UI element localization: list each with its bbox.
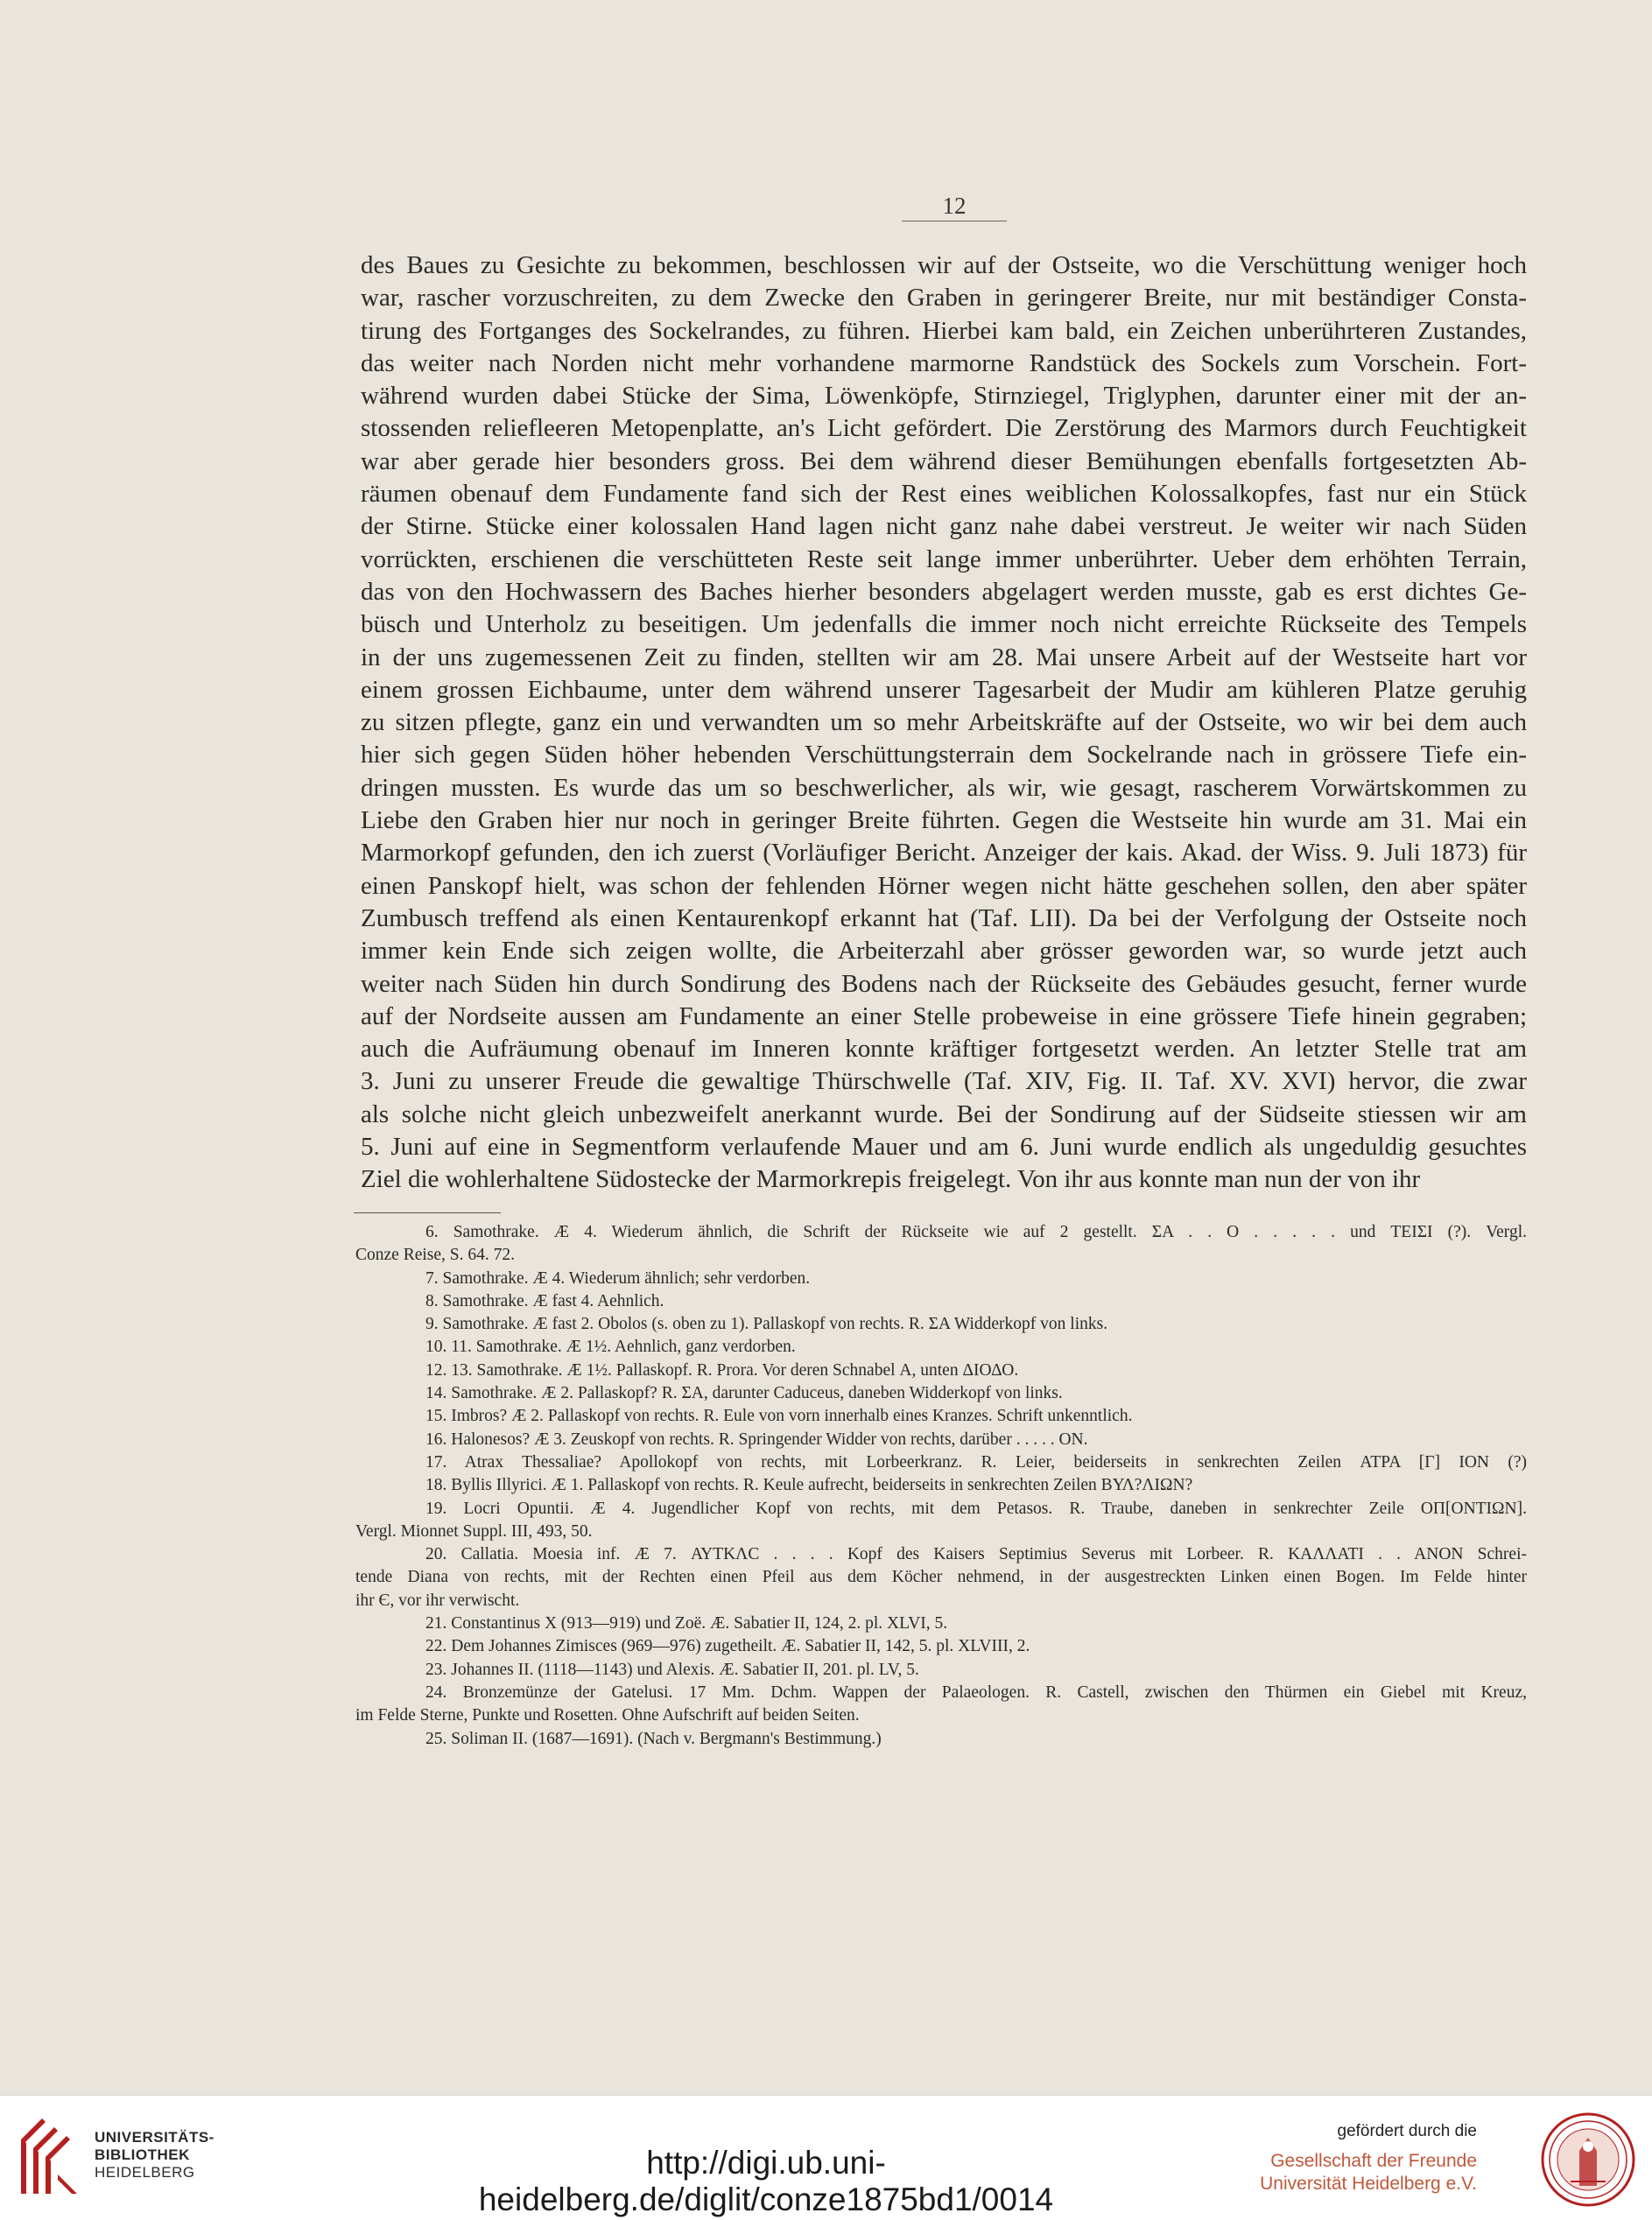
body-line: als solche nicht gleich unbezweifelt anerkannt wurde. Bei der Sondirung auf der Südseite stiessen wir am (361, 1099, 1527, 1128)
sponsor-block (1260, 2122, 1477, 2195)
body-line: 3. Juni zu unserer Freude die gewaltige Thürschwelle (Taf. XIV, Fig. II. Taf. XV. XVI) hervor, die zwar (361, 1067, 1527, 1096)
body-line: dringen mussten. Es wurde das um so beschwerlicher, als wir, wie gesagt, rascherem Vorwärtskommen zu (361, 773, 1527, 802)
footnote-line: 23. Johannes II. (1118—1143) und Alexis. Æ. Sabatier II, 201. pl. LV, 5. (425, 1660, 919, 1679)
footnote-line: 15. Imbros? Æ 2. Pallaskopf von rechts. R. Eule von vorn innerhalb eines Kranzes. Schrift unkenntlich. (425, 1407, 1133, 1426)
body-line: der Stirne. Stücke einer kolossalen Hand lagen nicht ganz nahe dabei verstreut. Je weiter wir nach Süden (361, 512, 1527, 541)
permalink-url[interactable]: http://digi.ub.uni-heidelberg.de/diglit/conze1875bd1/0014 (478, 2145, 1054, 2217)
body-line: Liebe den Graben hier nur noch in geringer Breite führten. Gegen die Westseite hin wurde am 31. Mai ein (361, 806, 1527, 835)
body-line: hier sich gegen Süden höher hebenden Verschüttungsterrain dem Sockelrande nach in grössere Tiefe ein- (361, 741, 1527, 769)
body-line: des Baues zu Gesichte zu bekommen, beschlossen wir auf der Ostseite, wo die Verschüttung weniger hoch (361, 251, 1527, 279)
body-line: zu sitzen pflegte, ganz ein und verwandten um so mehr Arbeitskräfte auf der Ostseite, wo wir bei dem auch (361, 708, 1527, 737)
footnote-line: Vergl. Mionnet Suppl. III, 493, 50. (355, 1521, 593, 1541)
body-line: auf der Nordseite aussen am Fundamente an einer Stelle probeweise in eine grössere Tiefe hinein gegraben; (361, 1001, 1527, 1030)
body-line: büsch und Unterholz zu beseitigen. Um jedenfalls die immer noch nicht erreichte Rückseite des Tempels (361, 610, 1527, 639)
library-name-line-1: UNIVERSITÄTS- (95, 2129, 214, 2146)
page-number: 12 (942, 193, 967, 219)
body-line: weiter nach Süden hin durch Sondirung des Bodens nach der Rückseite des Gebäudes gesucht, ferner wurde (361, 969, 1527, 998)
body-line: das von den Hochwassern des Baches hierher besonders abgelagert werden musste, gab es erst dichtes Ge- (361, 577, 1527, 606)
footnote-line: 8. Samothrake. Æ fast 4. Aehnlich. (425, 1291, 664, 1310)
footnote-line: im Felde Sterne, Punkte und Rosetten. Ohne Aufschrift auf beiden Seiten. (355, 1706, 860, 1725)
body-line: Zumbusch treffend als einen Kentaurenkopf erkannt hat (Taf. LII). Da bei der Verfolgung der Ostseite noch (361, 903, 1527, 932)
digitization-footer (0, 2095, 1652, 2220)
footnote-line: ihr Є, vor ihr verwischt. (355, 1591, 520, 1610)
library-name-line-2: BIBLIOTHEK (95, 2146, 190, 2163)
body-line: das weiter nach Norden nicht mehr vorhandene marmorne Randstück des Sockels zum Vorschein. Fort- (361, 348, 1527, 377)
body-line: tirung des Fortganges des Sockelrandes, zu führen. Hierbei kam bald, ein Zeichen unberührteren Zustandes, (361, 316, 1527, 345)
footnote-line: 21. Constantinus X (913—919) und Zoë. Æ. Sabatier II, 124, 2. pl. XLVI, 5. (425, 1614, 948, 1633)
library-name (95, 2129, 214, 2181)
body-line: räumen obenauf dem Fundamente fand sich der Rest eines weiblichen Kolossalkopfes, fast nur ein Stück (361, 480, 1527, 509)
footnote-line: 7. Samothrake. Æ 4. Wiederum ähnlich; sehr verdorben. (425, 1268, 811, 1288)
body-line: einem grossen Eichbaume, unter dem während unserer Tagesarbeit der Mudir am kühleren Platze geruhig (361, 675, 1527, 704)
body-line: 5. Juni auf eine in Segmentform verlaufende Mauer und am 6. Juni wurde endlich als ungeduldig gesuchtes (361, 1133, 1527, 1162)
footnote-line: Conze Reise, S. 64. 72. (355, 1246, 515, 1265)
footnote-line: 24. Bronzemünze der Gatelusi. 17 Mm. Dchm. Wappen der Palaeologen. R. Castell, zwischen den Thürmen ein Giebel mit Kreuz, (425, 1683, 1527, 1702)
footnote-line: tende Diana von rechts, mit der Rechten einen Pfeil aus dem Köcher nehmend, in der ausgestreckten Linken einen Bogen. Im Felde hinter (355, 1568, 1527, 1587)
body-line: immer kein Ende sich zeigen wollte, die Arbeiterzahl aber grösser geworden war, so wurde jetzt auch (361, 937, 1527, 966)
body-line: war aber gerade hier besonders gross. Bei dem während dieser Bemühungen ebenfalls fortgesetzten Ab- (361, 446, 1527, 475)
body-line: Marmorkopf gefunden, den ich zuerst (Vorläufiger Bericht. Anzeiger der kais. Akad. der Wiss. 9. Juli 1873) für (361, 839, 1527, 868)
footnote-line: 6. Samothrake. Æ 4. Wiederum ähnlich, die Schrift der Rückseite wie auf 2 gestellt. ΣΑ . . Ο . . . . . und ΤΕΙΣΙ (?). Vergl. (425, 1223, 1527, 1241)
body-line: stossenden reliefleeren Metopenplatte, an's Licht gefördert. Die Zerstörung des Marmors durch Feuchtigkeit (361, 414, 1527, 443)
sponsor-name-line-2[interactable]: Universität Heidelberg e.V. (1260, 2174, 1477, 2194)
footnote-line: 10. 11. Samothrake. Æ 1½. Aehnlich, ganz verdorben. (425, 1338, 796, 1357)
footnote-line: 14. Samothrake. Æ 2. Pallaskopf? R. ΣΑ, darunter Caduceus, daneben Widderkopf von links. (425, 1384, 1063, 1403)
university-seal-icon (1540, 2111, 1636, 2208)
footnotes (355, 1221, 1527, 1751)
footnote-line: 9. Samothrake. Æ fast 2. Obolos (s. oben zu 1). Pallaskopf von rechts. R. ΣΑ Widderkopf von links. (425, 1315, 1108, 1334)
sponsor-intro: gefördert durch die (1337, 2122, 1477, 2140)
footnote-line: 19. Locri Opuntii. Æ 4. Jugendlicher Kopf von rechts, mit dem Petasos. R. Traube, daneben in senkrechter Zeile ΟΠ[ΟΝΤΙΩΝ]. (425, 1499, 1527, 1518)
footnote-line: 20. Callatia. Moesia inf. Æ 7. ΑΥΤΚΛC . . . . Kopf des Kaisers Septimius Severus mit Lorbeer. R. ΚΑΛΛΑΤΙ . . ΑΝΟΝ Schrei- (425, 1545, 1527, 1564)
university-library-logo-icon[interactable] (16, 2113, 84, 2201)
body-line: in der uns zugemessenen Zeit zu finden, stellten wir am 28. Mai unsere Arbeit auf der Westseite hart vor (361, 643, 1527, 671)
body-line: war, rascher vorzuschreiten, zu dem Zwecke den Graben in geringerer Breite, nur mit beständiger Consta- (361, 284, 1527, 313)
footnote-line: 17. Atrax Thessaliae? Apollokopf von rechts, mit Lorbeerkranz. R. Leier, beiderseits in senkrechten Zeilen ΑΤΡΑ [Γ] ΙΟΝ (?) (425, 1452, 1527, 1472)
footnote-line: 18. Byllis Illyrici. Æ 1. Pallaskopf von rechts. R. Keule aufrecht, beiderseits in senkrechten Zeilen ΒΥΛ?ΛΙΩΝ? (425, 1476, 1193, 1495)
footnote-line: 25. Soliman II. (1687—1691). (Nach v. Bergmann's Bestimmung.) (425, 1729, 882, 1748)
body-line: während wurden dabei Stücke der Sima, Löwenköpfe, Stirnziegel, Triglyphen, darunter einer mit der an- (361, 382, 1527, 411)
body-line: auch die Aufräumung obenauf im Inneren konnte kräftiger fortgesetzt werden. An letzter Stelle trat am (361, 1035, 1527, 1064)
footnote-line: 12. 13. Samothrake. Æ 1½. Pallaskopf. R. Prora. Vor deren Schnabel Α, unten ΔΙΟΔΟ. (425, 1360, 1019, 1380)
body-text (361, 249, 1527, 1197)
sponsor-name-line-1[interactable]: Gesellschaft der Freunde (1270, 2151, 1477, 2171)
library-name-line-3: HEIDELBERG (95, 2164, 195, 2181)
footnote-line: 22. Dem Johannes Zimisces (969—976) zugetheilt. Æ. Sabatier II, 142, 5. pl. XLVIII, 2. (425, 1637, 1030, 1656)
footnote-line: 16. Halonesos? Æ 3. Zeuskopf von rechts. R. Springender Widder von rechts, darüber . . . . . ΟΝ. (425, 1430, 1088, 1449)
footnote-separator (354, 1212, 501, 1213)
body-line: Ziel die wohlerhaltene Südostecke der Marmorkrepis freigelegt. Von ihr aus konnte man nun der von ihr (361, 1165, 1421, 1194)
body-line: einen Panskopf hielt, was schon der fehlenden Hörner wegen nicht hätte geschehen sollen, den aber später (361, 871, 1527, 900)
body-line: vorrückten, erschienen die verschütteten Reste seit lange immer unberührter. Ueber dem erhöhten Terrain, (361, 544, 1527, 573)
